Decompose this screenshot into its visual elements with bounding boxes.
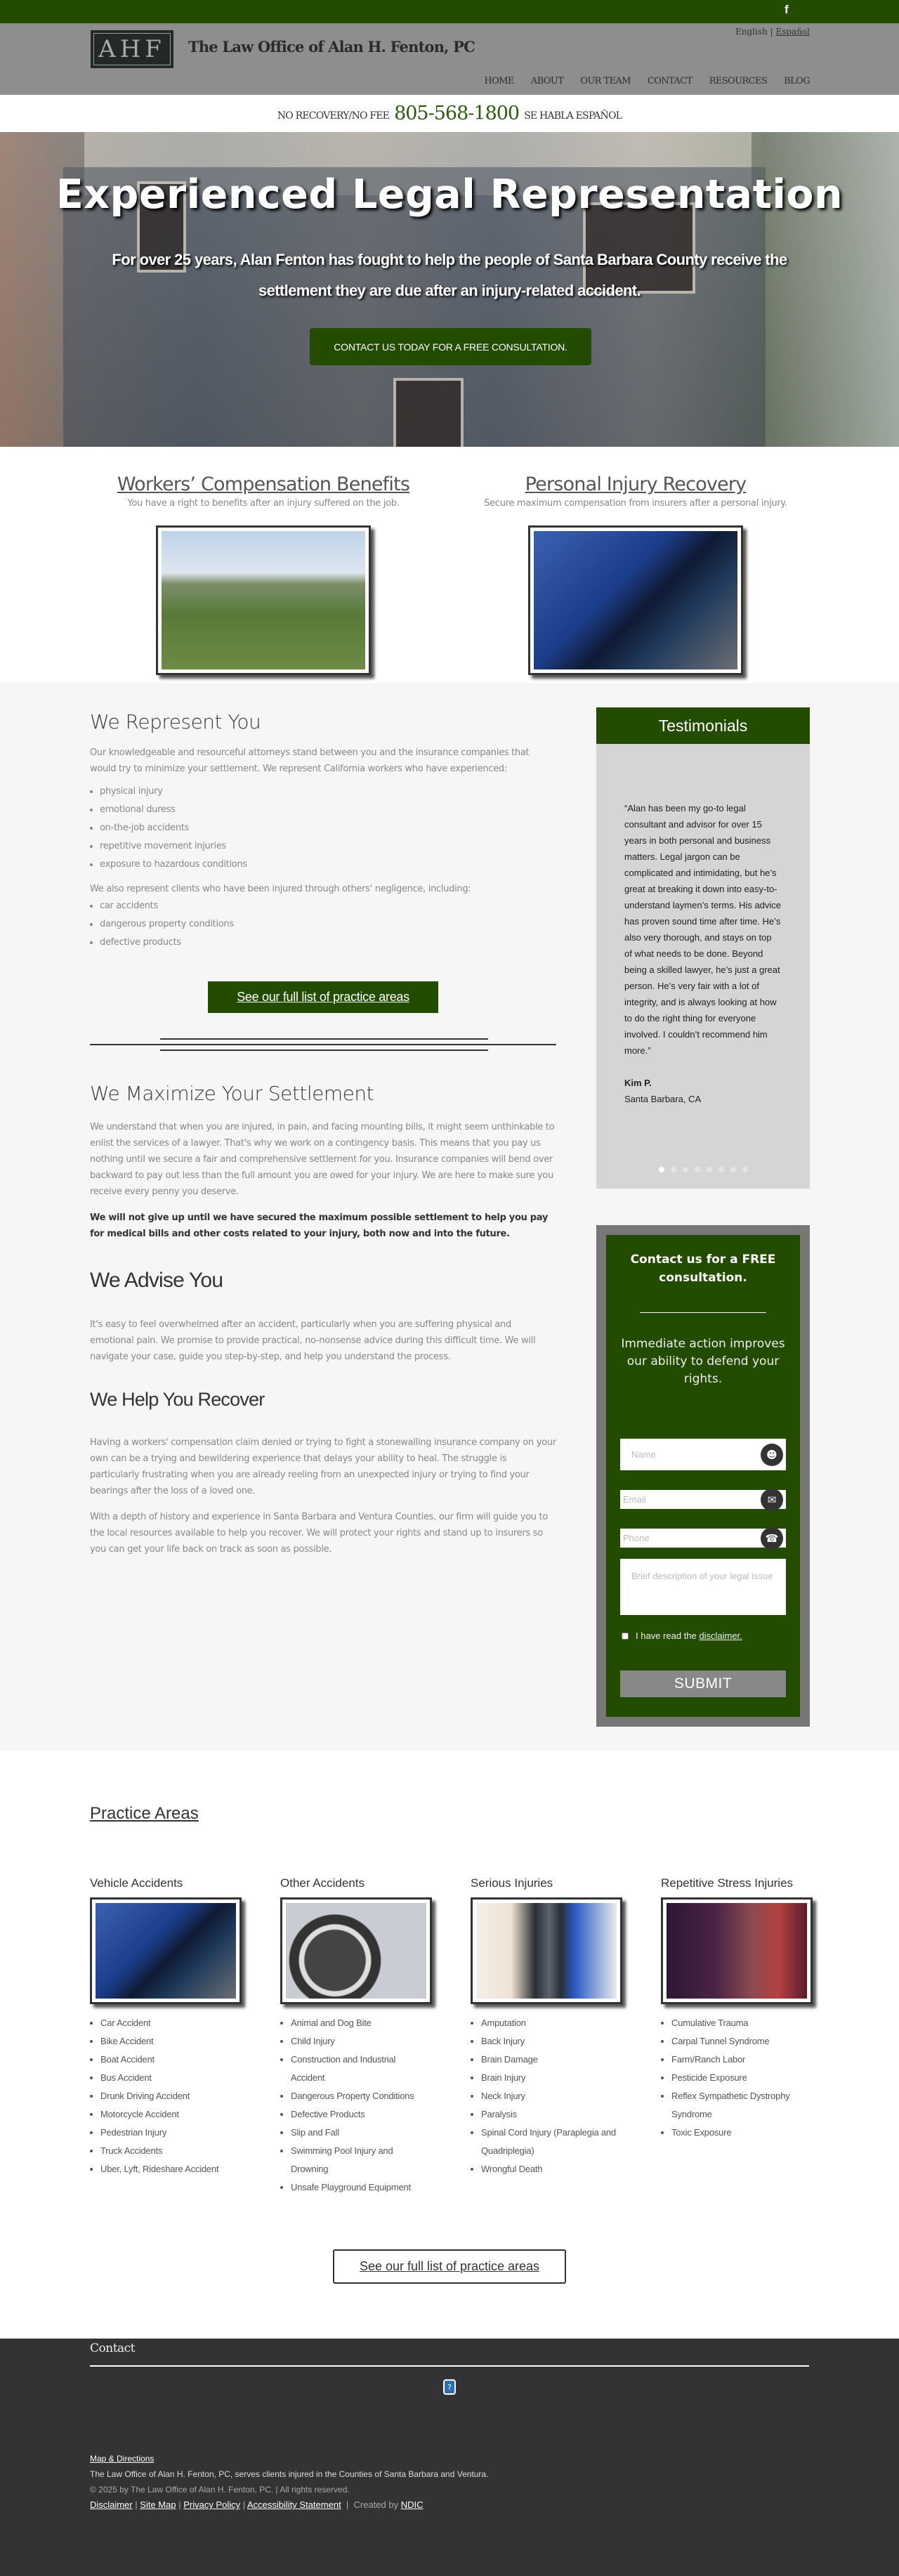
testimonials-title: Testimonials: [596, 707, 810, 744]
phone-field-wrap: [620, 1529, 786, 1548]
nav-our-team[interactable]: OUR TEAM: [580, 76, 631, 86]
carousel-dot-5[interactable]: [707, 1167, 712, 1172]
practice-item[interactable]: • Farm/Ranch Labor: [671, 2051, 810, 2069]
main-nav: [484, 76, 810, 86]
site-map-link[interactable]: Site Map: [140, 2499, 176, 2510]
hero-house-image: [393, 378, 464, 447]
represent-intro: Our knowledgeable and resourceful attorneys stand between you and the insurance companies that would try to minimize your settlement. We represent California workers who have experienced:: [90, 747, 530, 774]
advise-text: It's easy to feel overwhelmed after an accident, particularly when you are suffering physical and emotional pain. We promise to provide practical, no-nonsense advice during this difficult time. We will navigate your case, guide you step-by-step, and help you understand the process.: [90, 1319, 536, 1362]
carousel-dot-4[interactable]: [695, 1167, 700, 1172]
created-by-label: Created by: [353, 2499, 399, 2510]
list-item: • repetitive movement injuries: [100, 837, 556, 856]
practice-item[interactable]: • Wrongful Death: [481, 2160, 619, 2178]
practice-item[interactable]: • Drunk Driving Accident: [100, 2087, 239, 2105]
hero-subtitle: For over 25 years, Alan Fenton has fought to help the people of Santa Barbara County receive the settlement they are due after an injury-related accident.: [112, 251, 787, 299]
feature-personal-injury: [450, 473, 822, 683]
feature-title[interactable]: Personal Injury Recovery: [525, 473, 747, 495]
envelope-icon: ✉: [761, 1489, 783, 1511]
represent-list-workers: [90, 783, 556, 874]
firm-logo[interactable]: AHF: [91, 30, 173, 68]
practice-col-title: Other Accidents: [280, 1876, 365, 1890]
practice-areas-grid: [90, 1876, 809, 2197]
practice-col-repetitive: [661, 1876, 810, 2197]
phone-icon: ☎: [761, 1527, 783, 1550]
testimonials-carousel: [596, 707, 810, 1189]
hero-banner: [0, 132, 899, 447]
lang-spanish[interactable]: Español: [775, 27, 810, 37]
section-title-represent: We Represent You: [90, 710, 261, 733]
list-item: • defective products: [100, 934, 556, 952]
list-item: • physical injury: [100, 783, 556, 801]
lang-english[interactable]: English: [735, 27, 768, 37]
practice-item[interactable]: • Boat Accident: [100, 2051, 239, 2069]
practice-item[interactable]: • Uber, Lyft, Rideshare Accident: [100, 2160, 239, 2178]
section-title-advise: We Advise You: [90, 1269, 223, 1292]
message-field-wrap: [620, 1559, 786, 1615]
section-title-maximize: We Maximize Your Settlement: [90, 1082, 374, 1105]
email-field-wrap: [620, 1490, 786, 1509]
practice-item[interactable]: • Neck Injury: [481, 2087, 619, 2105]
contact-form-lead: Immediate action improves our ability to defend your rights.: [621, 1337, 785, 1386]
list-item: • emotional duress: [100, 801, 556, 819]
ndic-link[interactable]: NDIC: [400, 2499, 424, 2510]
testimonial-location: Santa Barbara, CA: [624, 1094, 702, 1104]
feature-title[interactable]: Workers’ Compensation Benefits: [117, 473, 410, 495]
footer-links: [90, 2451, 809, 2513]
practice-list: [280, 2014, 429, 2197]
practice-item[interactable]: • Truck Accidents: [100, 2142, 239, 2160]
farmworkers-photo: [162, 531, 365, 669]
practice-image-frame[interactable]: [90, 1897, 242, 2004]
submit-button[interactable]: SUBMIT: [620, 1671, 786, 1697]
car-crash-photo: [534, 531, 737, 669]
map-directions-link[interactable]: Map & Directions: [90, 2454, 155, 2464]
free-consultation-button[interactable]: CONTACT US TODAY FOR A FREE CONSULTATION.: [310, 328, 591, 365]
testimonial-quote: “Alan has been my go-to legal consultant and advisor for over 15 years in both personal and business matters. Legal jargon can be complicated and intimidating, but he’s great at breaking it down into easy-to-understand laymen’s terms. His advice has proven sound time after time. He’s also very thorough, and stays on top of what needs to be done. Beyond being a skilled lawyer, he’s just a great person. He’s very fair with a lot of integrity, and is always looking at how to do the right thing for everyone involved. I couldn’t recommend him more.”: [624, 803, 782, 1056]
nav-resources[interactable]: RESOURCES: [709, 76, 768, 86]
practice-item[interactable]: • Spinal Cord Injury (Paraplegia and Quadriplegia): [481, 2124, 619, 2160]
contact-form-box: [596, 1225, 810, 1727]
full-practice-list-button[interactable]: See our full list of practice areas: [333, 2249, 566, 2284]
practice-list: [90, 2014, 239, 2178]
practice-item[interactable]: • Dangerous Property Conditions: [291, 2087, 429, 2105]
disclaimer-label: I have read the: [636, 1630, 697, 1641]
practice-list: [471, 2014, 619, 2178]
lang-separator: |: [770, 27, 773, 37]
practice-item[interactable]: • Reflex Sympathetic Dystrophy Syndrome: [671, 2087, 810, 2124]
list-item: • dangerous property conditions: [100, 915, 556, 934]
practice-item[interactable]: • Animal and Dog Bite: [291, 2014, 429, 2032]
practice-item[interactable]: • Motorcycle Accident: [100, 2105, 239, 2124]
nav-home[interactable]: HOME: [484, 76, 514, 86]
practice-item[interactable]: • Brain Injury: [481, 2069, 619, 2087]
feature-text: Secure maximum compensation from insurers after a personal injury.: [484, 498, 787, 509]
practice-item[interactable]: • Amputation: [481, 2014, 619, 2032]
message-textarea[interactable]: [620, 1559, 786, 1615]
disclaimer-link[interactable]: disclaimer.: [699, 1630, 742, 1641]
carousel-dot-3[interactable]: [683, 1167, 688, 1172]
main-content: [0, 683, 899, 1751]
practice-col-vehicle: [90, 1876, 239, 2197]
carousel-dots: [596, 1167, 810, 1172]
practice-item[interactable]: • Toxic Exposure: [671, 2124, 810, 2142]
practice-item[interactable]: • Paralysis: [481, 2105, 619, 2124]
disclaimer-agreement: [620, 1630, 786, 1641]
privacy-policy-link[interactable]: Privacy Policy: [183, 2499, 241, 2510]
footer-copyright: © 2025 by The Law Office of Alan H. Fenton, PC. | All rights reserved.: [90, 2485, 350, 2495]
contact-form: [606, 1235, 800, 1717]
nav-blog[interactable]: BLOG: [784, 76, 810, 86]
accessibility-statement-link[interactable]: Accessibility Statement: [247, 2499, 341, 2510]
testimonial-slide: [596, 744, 810, 1107]
represent-list-negligence: [90, 897, 556, 952]
hero-title: Experienced Legal Representation: [55, 171, 844, 218]
practice-item[interactable]: • Child Injury: [291, 2032, 429, 2051]
spanish-label: SE HABLA ESPAÑOL: [524, 110, 622, 122]
carousel-dot-6[interactable]: [718, 1167, 724, 1172]
practice-item[interactable]: • Bike Accident: [100, 2032, 239, 2051]
disclaimer-checkbox[interactable]: [622, 1633, 629, 1640]
contact-form-heading: Contact us for a FREE consultation.: [630, 1253, 776, 1285]
footer-rule: [90, 2365, 809, 2367]
practice-image-frame[interactable]: [280, 1897, 432, 2004]
practice-list: [661, 2014, 810, 2142]
practice-areas-section: [0, 1751, 899, 2284]
practice-image-frame[interactable]: [661, 1897, 813, 2004]
site-header: [0, 23, 899, 95]
practice-item[interactable]: • Swimming Pool Injury and Drowning: [291, 2142, 429, 2178]
language-switcher: [735, 27, 810, 37]
sidebar: [596, 707, 810, 1727]
firm-name[interactable]: The Law Office of Alan H. Fenton, PC: [188, 38, 475, 55]
practice-item[interactable]: • Pedestrian Injury: [100, 2124, 239, 2142]
carousel-dot-8[interactable]: [742, 1167, 748, 1172]
practice-item[interactable]: • Unsafe Playground Equipment: [291, 2178, 429, 2197]
represent-intro-2: We also represent clients who have been injured through others' negligence, including:: [90, 884, 471, 894]
disclaimer-footer-link[interactable]: Disclaimer: [90, 2499, 133, 2510]
practice-item[interactable]: • Back Injury: [481, 2032, 619, 2051]
feature-image-frame[interactable]: [156, 525, 371, 675]
practice-col-title: Serious Injuries: [471, 1876, 553, 1890]
footer-serves-text: The Law Office of Alan H. Fenton, PC, serves clients injured in the Counties of Santa Barbara and Ventura.: [90, 2469, 489, 2479]
nav-contact[interactable]: CONTACT: [647, 76, 693, 86]
practice-col-title: Repetitive Stress Injuries: [661, 1876, 794, 1890]
no-fee-label: NO RECOVERY/NO FEE: [277, 110, 390, 122]
practice-item[interactable]: • Construction and Industrial Accident: [291, 2051, 429, 2087]
site-footer: [0, 2339, 899, 2576]
facebook-icon[interactable]: f: [785, 3, 789, 16]
carousel-dot-1[interactable]: [659, 1167, 664, 1172]
practice-col-other: [280, 1876, 429, 2197]
wheelchair-photo: [286, 1903, 426, 1999]
practice-item[interactable]: • Defective Products: [291, 2105, 429, 2124]
footer-title: Contact: [90, 2341, 136, 2355]
practice-areas-button[interactable]: See our full list of practice areas: [208, 981, 438, 1013]
section-title-recover: We Help You Recover: [90, 1389, 265, 1410]
broken-image-icon: ?: [443, 2379, 456, 2395]
list-item: • car accidents: [100, 897, 556, 915]
recover-text-1: Having a workers' compensation claim denied or trying to fight a stonewalling insurance company on your own can be a trying and bewildering experience that delays your ability to heal. The struggle is particularly frustrating when you are already reeling from an unexpected injury or trying to find your bearings after the loss of a loved one.: [90, 1437, 556, 1496]
testimonial-author: Kim P.: [624, 1078, 652, 1088]
footer-legal-links: Disclaimer | Site Map | Privacy Policy | Accessibility Statement | Created by NDIC: [90, 2499, 424, 2510]
content-column: [90, 707, 556, 1727]
nav-about[interactable]: ABOUT: [530, 76, 564, 86]
xray-photo: [476, 1903, 617, 1999]
practice-col-title: Vehicle Accidents: [90, 1876, 183, 1890]
top-bar: [0, 0, 899, 23]
practice-item[interactable]: • Brain Damage: [481, 2051, 619, 2069]
practice-col-serious: [471, 1876, 619, 2197]
name-field-wrap: [620, 1439, 786, 1470]
list-item: • exposure to hazardous conditions: [100, 856, 556, 874]
practice-image-frame[interactable]: [471, 1897, 622, 2004]
feature-image-frame[interactable]: [528, 525, 743, 675]
practice-item[interactable]: • Pesticide Exposure: [671, 2069, 810, 2087]
contact-form-divider: [640, 1312, 766, 1313]
feature-workers-comp: [77, 473, 450, 683]
phone-bar: [0, 95, 899, 132]
phone-number[interactable]: 805-568-1800: [394, 103, 520, 124]
person-icon: ☻: [761, 1444, 783, 1466]
recover-text-2: With a depth of history and experience in Santa Barbara and Ventura Counties, our firm will guide you to the local resources available to help you recover. We will protect your rights and stand up to insurers so you can get your life back on track as soon as possible.: [90, 1512, 548, 1555]
practice-item[interactable]: • Bus Accident: [100, 2069, 239, 2087]
practice-item[interactable]: • Slip and Fall: [291, 2124, 429, 2142]
carousel-dot-7[interactable]: [730, 1167, 736, 1172]
practice-item[interactable]: • Cumulative Trauma: [671, 2014, 810, 2032]
maximize-bold-text: We will not give up until we have secured the maximum possible settlement to help you pay for medical bills and other costs related to your injury, both now and into the future.: [90, 1212, 549, 1239]
practice-item[interactable]: • Carpal Tunnel Syndrome: [671, 2032, 810, 2051]
vehicle-accident-photo: [96, 1903, 236, 1999]
triple-line-divider: [90, 1038, 556, 1052]
list-item: • on-the-job accidents: [100, 819, 556, 837]
carousel-dot-2[interactable]: [671, 1167, 676, 1172]
feature-blocks: [0, 447, 899, 683]
wrist-pain-photo: [667, 1903, 807, 1999]
maximize-text: We understand that when you are injured, in pain, and facing mounting bills, it might seem unthinkable to enlist the services of a lawyer. That's why we work on a contingency basis. This means that you pay us nothing until we secure a fair and comprehensive settlement for you. Insurance companies will bend over backward to pay out less than the full amount you are owed for your injury. We are here to make sure you receive every penny you deserve.: [90, 1122, 555, 1197]
practice-item[interactable]: • Car Accident: [100, 2014, 239, 2032]
feature-text: You have a right to benefits after an injury suffered on the job.: [127, 498, 400, 509]
practice-areas-title[interactable]: Practice Areas: [90, 1804, 199, 1823]
